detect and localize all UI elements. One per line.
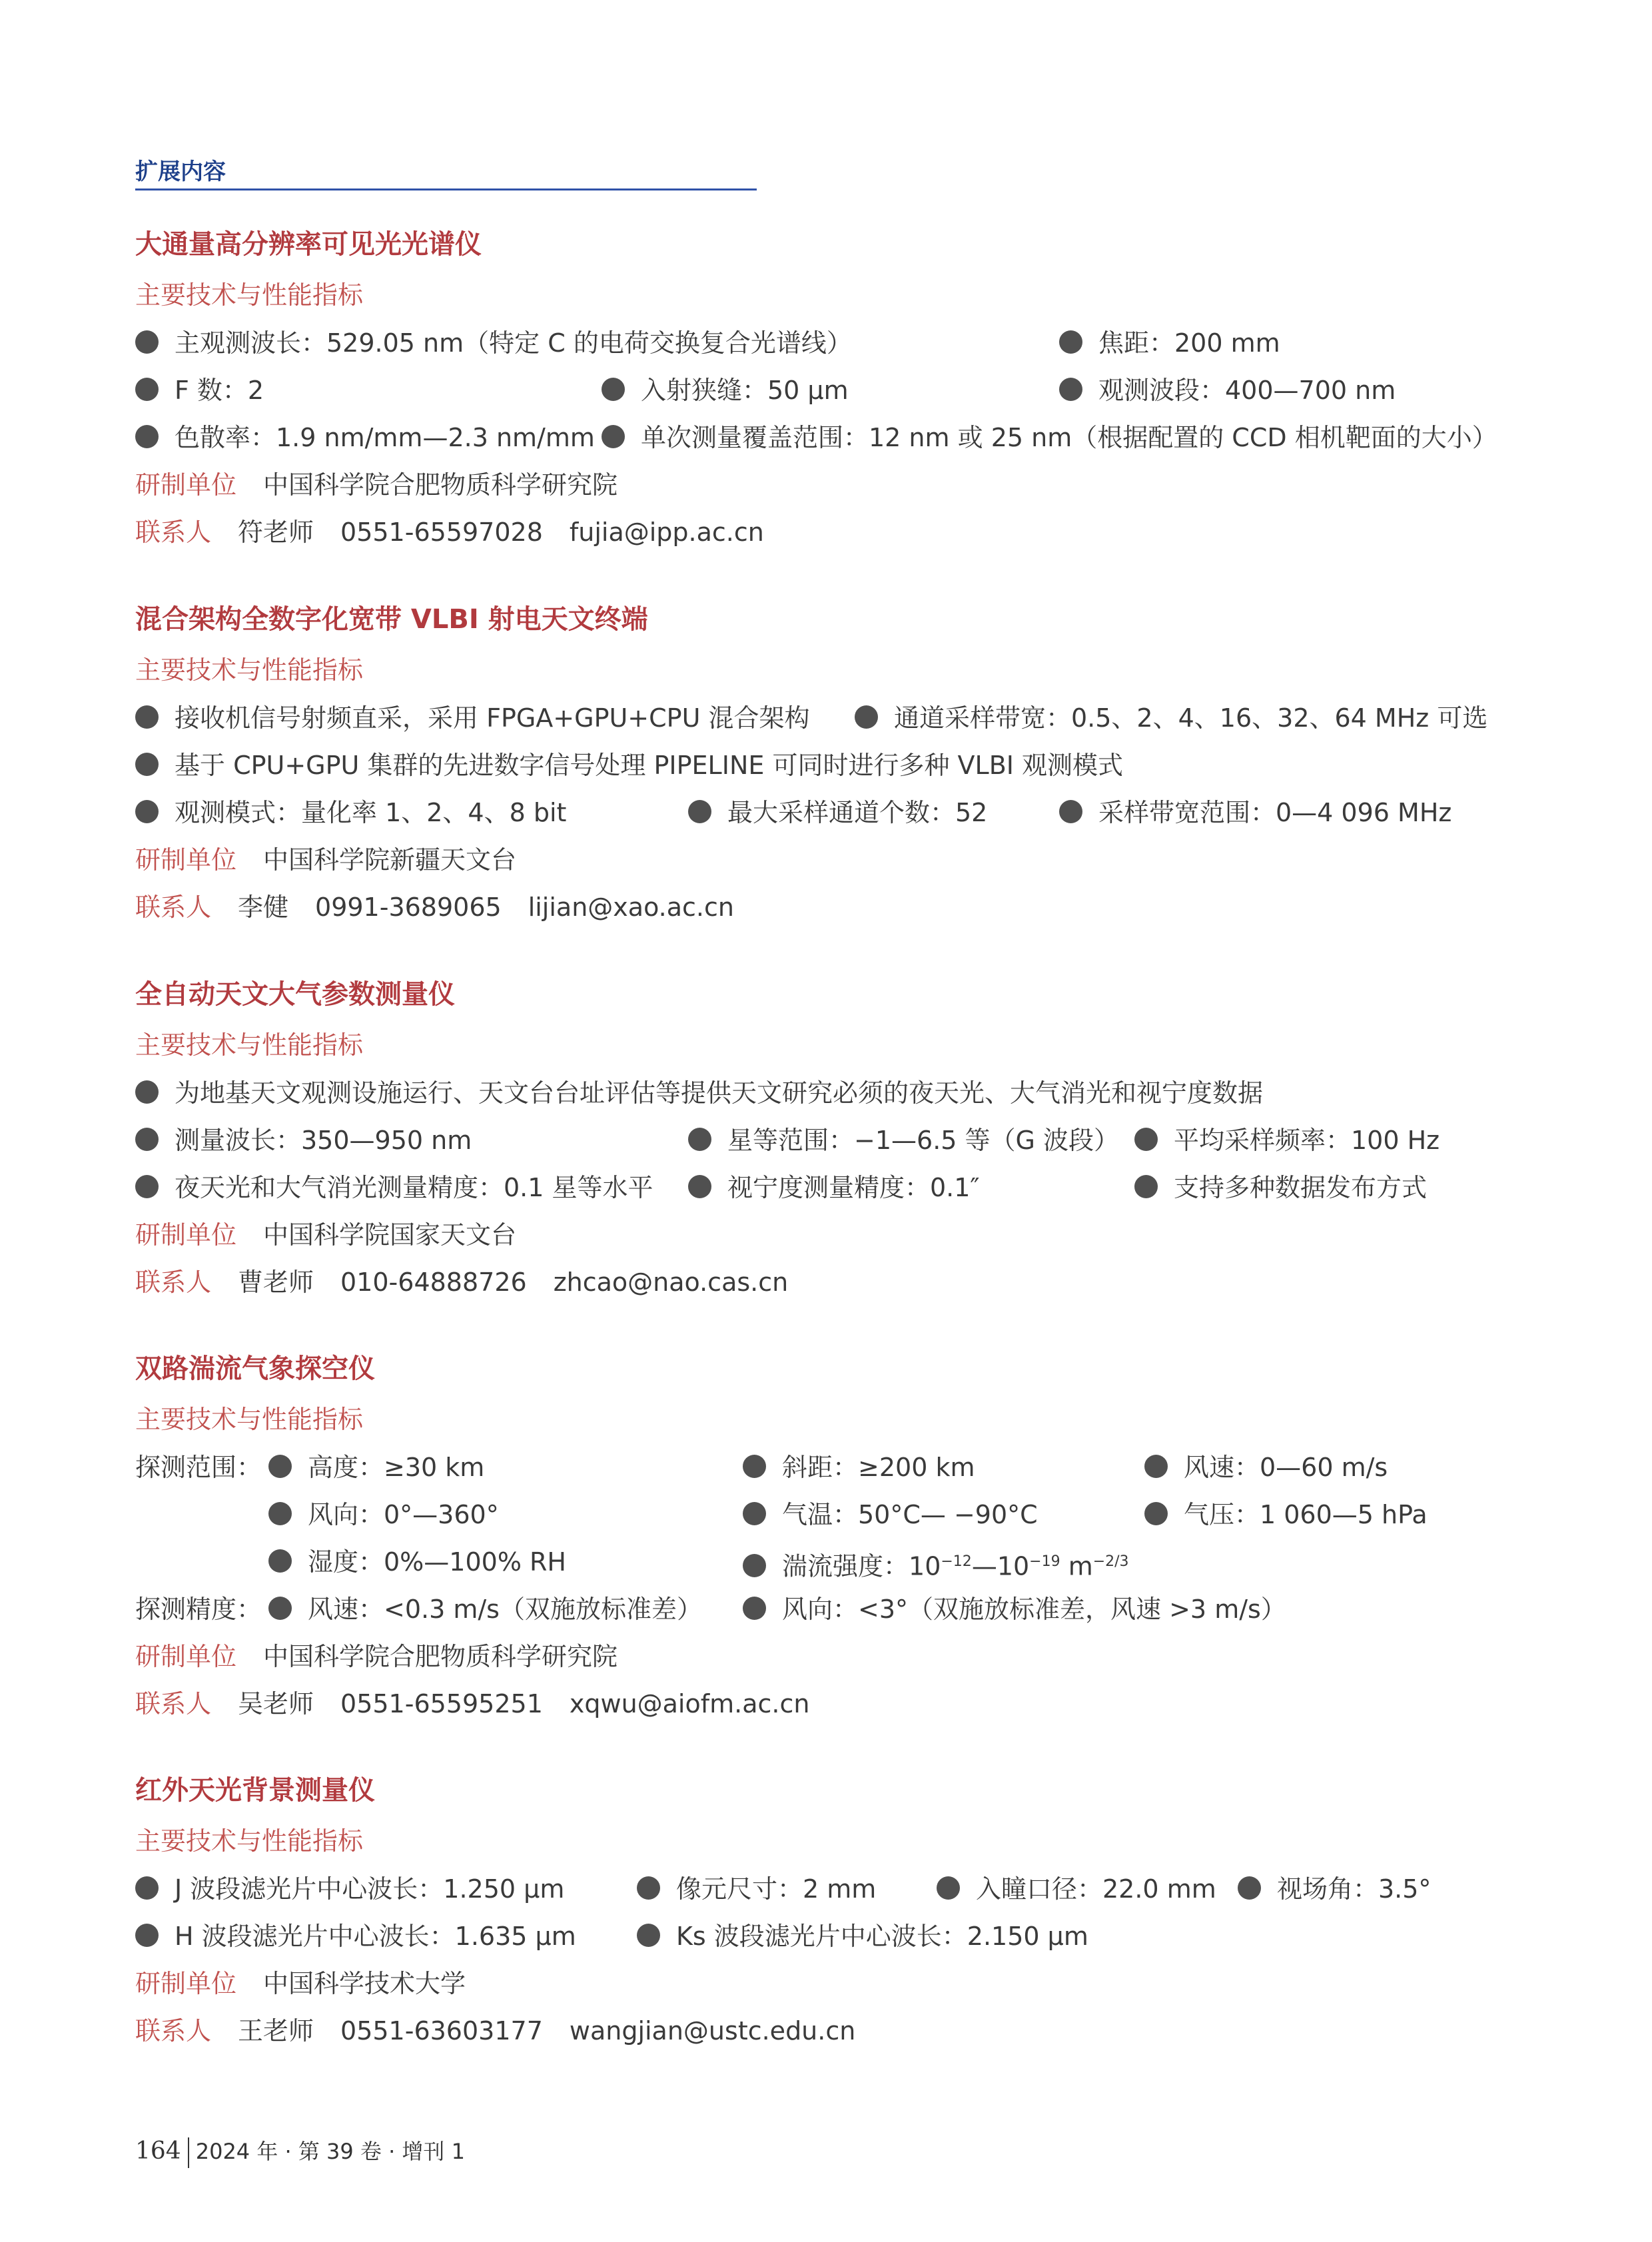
bullet-dot-icon [1238,1876,1261,1900]
contact-label: 联系人 [135,1268,212,1297]
spec-item: 色散率：1.9 nm/mm—2.3 nm/mm [135,418,595,458]
spec-item: 主观测波长：529.05 nm（特定 C 的电荷交换复合光谱线） [135,323,852,363]
spec-item: 观测波段：400—700 nm [1059,370,1396,410]
spec-item: H 波段滤光片中心波长：1.635 µm [135,1916,576,1956]
spec-item: 焦距：200 mm [1059,323,1280,363]
contact-row [135,2011,1534,2051]
developer-label: 研制单位 [135,845,237,875]
bullet-dot-icon [135,378,159,401]
bullet-dot-icon [855,705,878,729]
developer-row [135,1964,1534,2004]
bullet-dot-icon [135,1175,159,1198]
footer-divider [188,2137,189,2168]
spec-item: 视宁度测量精度：0.1″ [688,1168,980,1208]
spec-row [135,1495,1534,1535]
spec-row [135,1168,1534,1208]
spec-item: 风向：<3°（双施放标准差，风速 >3 m/s） [743,1589,1286,1629]
bullet-dot-icon [688,800,711,823]
bullet-dot-icon [743,1597,766,1620]
bullet-dot-icon [602,425,625,448]
contact-phone: 0991-3689065 [315,893,502,922]
contact-email: xqwu@aiofm.ac.cn [569,1689,810,1718]
spec-item: 采样带宽范围：0—4 096 MHz [1059,793,1451,833]
bullet-dot-icon [1059,378,1082,401]
contact-name: 曹老师 [238,1268,314,1297]
spec-item: 视场角：3.5° [1238,1869,1431,1909]
contact-row [135,1262,1534,1302]
bullet-dot-icon [637,1924,660,1947]
developer-name: 中国科学院合肥物质科学研究院 [263,1642,618,1671]
spec-item: 风向：0°—360° [268,1495,499,1535]
bullet-dot-icon [688,1128,711,1151]
contact-name: 王老师 [238,2016,314,2046]
contact-name: 符老师 [238,518,314,547]
spec-item: 高度：≥30 km [268,1447,484,1487]
contact-phone: 0551-65597028 [340,518,543,547]
indicator-label: 主要技术与性能指标 [135,655,364,685]
bullet-dot-icon [937,1876,960,1900]
contact-row [135,512,1534,552]
bullet-dot-icon [135,800,159,823]
bullet-dot-icon [1059,330,1082,354]
contact-phone: 0551-65595251 [340,1689,543,1718]
developer-label: 研制单位 [135,1642,237,1671]
product-title: 混合架构全数字化宽带 VLBI 射电天文终端 [135,604,648,635]
bullet-dot-icon [268,1597,292,1620]
spec-item: 星等范围：−1—6.5 等（G 波段） [688,1120,1119,1160]
developer-name: 中国科学技术大学 [263,1969,466,1998]
issue-info: 2024 年 · 第 39 卷 · 增刊 1 [195,2139,465,2164]
spec-item-turbulence: 湍流强度：$10^{-12}—10^{-19}$ $m^{-2/3}$ [743,1542,1129,1587]
contact-row [135,887,1534,927]
contact-email: lijian@xao.ac.cn [528,893,734,922]
bullet-dot-icon [743,1455,766,1478]
spec-item: 接收机信号射频直采，采用 FPGA+GPU+CPU 混合架构 [135,698,810,738]
bullet-dot-icon [135,753,159,776]
spec-row [135,1542,1534,1582]
bullet-dot-icon [135,425,159,448]
bullet-dot-icon [1144,1455,1168,1478]
contact-row [135,1684,1534,1724]
developer-row [135,465,1534,505]
spec-row [135,1916,1534,1956]
indicator-label: 主要技术与性能指标 [135,1030,364,1060]
bullet-dot-icon [1144,1502,1168,1525]
developer-name: 中国科学院新疆天文台 [263,845,517,875]
spec-item: 观测模式：量化率 1、2、4、8 bit [135,793,566,833]
contact-name: 吴老师 [238,1689,314,1718]
page-number: 164 [135,2137,181,2165]
spec-item: 基于 CPU+GPU 集群的先进数字信号处理 PIPELINE 可同时进行多种 VLBI 观测模式 [135,745,1123,785]
product-title: 全自动天文大气参数测量仪 [135,979,455,1010]
spec-row [135,1447,1534,1487]
spec-row [135,1589,1534,1629]
spec-item: 平均采样频率：100 Hz [1134,1120,1440,1160]
bullet-dot-icon [743,1554,766,1577]
contact-label: 联系人 [135,2016,212,2046]
spec-row [135,1869,1534,1909]
developer-label: 研制单位 [135,470,237,500]
page-footer [135,2135,465,2168]
spec-item: 风速：0—60 m/s [1144,1447,1388,1487]
indicator-label: 主要技术与性能指标 [135,280,364,310]
spec-item: 斜距：≥200 km [743,1447,975,1487]
spec-row [135,1120,1534,1160]
spec-item: 风速：<0.3 m/s（双施放标准差） [268,1589,702,1629]
bullet-dot-icon [1059,800,1082,823]
section-header-title: 扩展内容 [135,159,226,185]
spec-item: 气压：1 060—5 hPa [1144,1495,1428,1535]
spec-row [135,793,1534,833]
product-title: 双路湍流气象探空仪 [135,1353,375,1384]
range-label: 探测范围： [135,1453,262,1482]
indicator-label: 主要技术与性能指标 [135,1826,364,1856]
spec-row [135,370,1534,410]
contact-label: 联系人 [135,893,212,922]
bullet-dot-icon [135,705,159,729]
bullet-dot-icon [743,1502,766,1525]
contact-email: zhcao@nao.cas.cn [553,1268,789,1297]
spec-item: 单次测量覆盖范围：12 nm 或 25 nm（根据配置的 CCD 相机靶面的大小） [602,418,1497,458]
spec-item: J 波段滤光片中心波长：1.250 µm [135,1869,564,1909]
contact-phone: 0551-63603177 [340,2016,543,2046]
spec-item: 测量波长：350—950 nm [135,1120,472,1160]
developer-label: 研制单位 [135,1969,237,1998]
spec-item: Ks 波段滤光片中心波长：2.150 µm [637,1916,1088,1956]
contact-label: 联系人 [135,1689,212,1718]
bullet-dot-icon [135,1876,159,1900]
bullet-dot-icon [268,1502,292,1525]
developer-row [135,840,1534,880]
developer-name: 中国科学院国家天文台 [263,1220,517,1250]
bullet-dot-icon [135,1924,159,1947]
contact-email: fujia@ipp.ac.cn [569,518,764,547]
contact-label: 联系人 [135,518,212,547]
spec-row [135,418,1534,458]
bullet-dot-icon [1134,1175,1158,1198]
spec-item: F 数：2 [135,370,264,410]
spec-item: 通道采样带宽：0.5、2、4、16、32、64 MHz 可选 [855,698,1487,738]
bullet-dot-icon [135,1080,159,1104]
bullet-dot-icon [602,378,625,401]
spec-item: 气温：50°C— −90°C [743,1495,1038,1535]
spec-item: 夜天光和大气消光测量精度：0.1 星等水平 [135,1168,653,1208]
developer-name: 中国科学院合肥物质科学研究院 [263,470,618,500]
spec-row [135,698,1534,738]
spec-row [135,745,1534,785]
spec-item: 最大采样通道个数：52 [688,793,987,833]
contact-name: 李健 [238,893,289,922]
bullet-dot-icon [637,1876,660,1900]
developer-label: 研制单位 [135,1220,237,1250]
indicator-label: 主要技术与性能指标 [135,1405,364,1434]
contact-phone: 010-64888726 [340,1268,527,1297]
bullet-dot-icon [135,330,159,354]
product-title: 红外天光背景测量仪 [135,1775,375,1806]
bullet-dot-icon [688,1175,711,1198]
developer-row [135,1637,1534,1677]
spec-item: 入瞳口径：22.0 mm [937,1869,1216,1909]
spec-item: 像元尺寸：2 mm [637,1869,876,1909]
spec-row [135,323,1534,363]
precision-label: 探测精度： [135,1595,262,1624]
contact-email: wangjian@ustc.edu.cn [569,2016,856,2046]
bullet-dot-icon [268,1455,292,1478]
product-title: 大通量高分辨率可见光光谱仪 [135,229,482,260]
bullet-dot-icon [1134,1128,1158,1151]
bullet-dot-icon [268,1549,292,1573]
spec-item: 入射狭缝：50 µm [602,370,849,410]
bullet-dot-icon [135,1128,159,1151]
spec-item: 为地基天文观测设施运行、天文台台址评估等提供天文研究必须的夜天光、大气消光和视宁度数据 [135,1073,1263,1113]
spec-row [135,1073,1534,1113]
spec-item: 支持多种数据发布方式 [1134,1168,1427,1208]
spec-item: 湿度：0%—100% RH [268,1542,566,1582]
header-divider [135,188,757,190]
developer-row [135,1215,1534,1255]
